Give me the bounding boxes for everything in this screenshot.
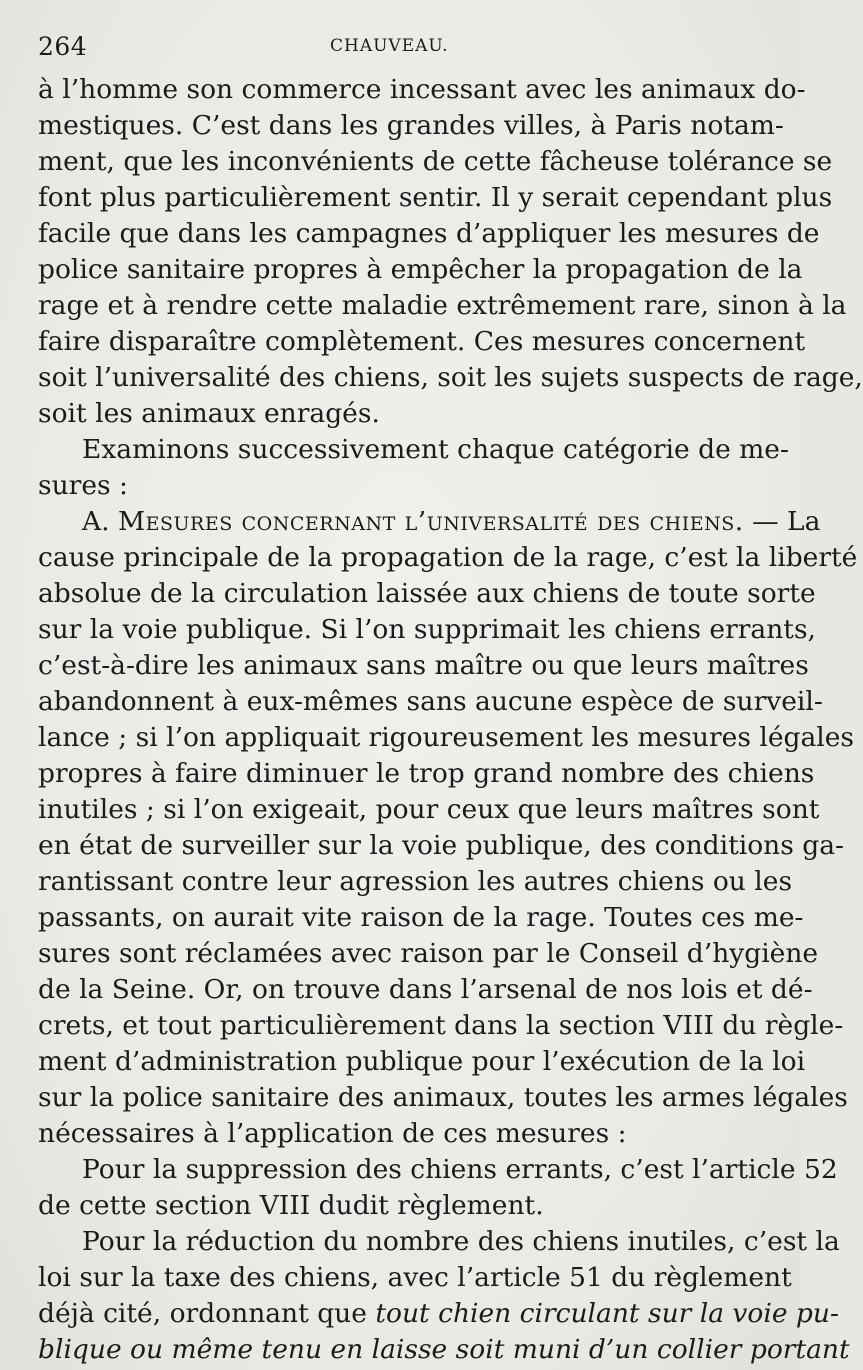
text-line: font plus particulièrement sentir. Il y serait cependant plus [38, 182, 833, 213]
text-line: c’est-à-dire les animaux sans maître ou que leurs maîtres [38, 650, 809, 681]
text-line: inutiles ; si l’on exigeait, pour ceux que leurs maîtres sont [38, 794, 820, 825]
text-line: sures : [38, 470, 128, 501]
text-line: Pour la réduction du nombre des chiens inutiles, c’est la [82, 1226, 840, 1257]
text-line: absolue de la circulation laissée aux chiens de toute sorte [38, 578, 816, 609]
text-line: mestiques. C’est dans les grandes villes, à Paris notam- [38, 110, 784, 141]
text-line: à l’homme son commerce incessant avec les animaux do- [38, 74, 806, 105]
running-head: CHAUVEAU. [330, 36, 449, 56]
text-line: sures sont réclamées avec raison par le Conseil d’hygiène [38, 938, 819, 969]
text-line: soit les animaux enragés. [38, 398, 380, 429]
text-line: en état de surveiller sur la voie publique, des conditions ga- [38, 830, 844, 861]
text-line: Pour la suppression des chiens errants, c’est l’article 52 [82, 1154, 838, 1185]
body-text [38, 72, 863, 1368]
italic-fragment: tout chien circulant sur la voie pu- [375, 1298, 839, 1329]
text-line: sur la police sanitaire des animaux, toutes les armes légales [38, 1082, 848, 1113]
text-line: crets, et tout particulièrement dans la section VIII du règle- [38, 1010, 844, 1041]
text-fragment: — La [752, 506, 821, 537]
section-label: A. [82, 506, 110, 537]
section-title: Mesures concernant l’universalité des chiens. [118, 506, 744, 537]
page-number: 264 [38, 32, 88, 61]
text-line: lance ; si l’on appliquait rigoureusement les mesures légales [38, 722, 855, 753]
text-line-mixed [38, 1296, 839, 1332]
text-line: faire disparaître complètement. Ces mesures concernent [38, 326, 806, 357]
text-line: abandonnent à eux-mêmes sans aucune espèce de surveil- [38, 686, 823, 717]
text-line-italic [38, 1332, 850, 1368]
page-header [38, 28, 760, 64]
text-line: propres à faire diminuer le trop grand nombre des chiens [38, 758, 815, 789]
text-line: passants, on aurait vite raison de la rage. Toutes ces me- [38, 902, 804, 933]
text-line: sur la voie publique. Si l’on supprimait les chiens errants, [38, 614, 816, 645]
text-line: soit l’universalité des chiens, soit les sujets suspects de rage, [38, 362, 863, 393]
text-line: de cette section VIII dudit règlement. [38, 1190, 544, 1221]
text-line: facile que dans les campagnes d’appliquer les mesures de [38, 218, 820, 249]
text-line: ment, que les inconvénients de cette fâcheuse tolérance se [38, 146, 833, 177]
text-line: loi sur la taxe des chiens, avec l’article 51 du règlement [38, 1262, 792, 1293]
text-line: ment d’administration publique pour l’exécution de la loi [38, 1046, 806, 1077]
text-line: Examinons successivement chaque catégorie de me- [82, 434, 789, 465]
italic-fragment: blique ou même tenu en laisse soit muni d’un collier portant [38, 1334, 850, 1365]
text-line: cause principale de la propagation de la rage, c’est la liberté [38, 542, 858, 573]
text-line: police sanitaire propres à empêcher la propagation de la [38, 254, 803, 285]
text-line: de la Seine. Or, on trouve dans l’arsenal de nos lois et dé- [38, 974, 813, 1005]
text-line: rage et à rendre cette maladie extrêmement rare, sinon à la [38, 290, 847, 321]
text-fragment: déjà cité, ordonnant que [38, 1298, 367, 1329]
text-line: rantissant contre leur agression les autres chiens ou les [38, 866, 793, 897]
section-heading-line [38, 504, 821, 540]
text-line: nécessaires à l’application de ces mesures : [38, 1118, 627, 1149]
